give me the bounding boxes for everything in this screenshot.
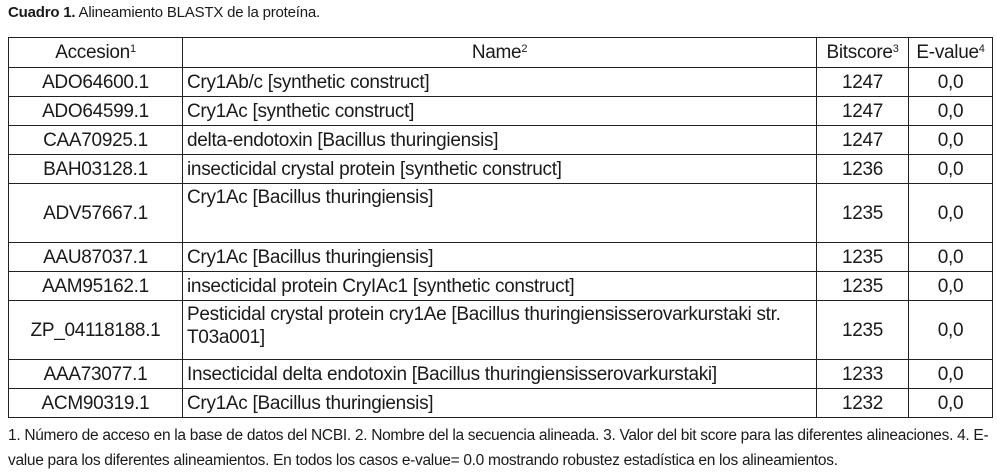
- cell-accesion: ZP_04118188.1: [9, 301, 183, 360]
- cell-evalue: 0,0: [909, 184, 993, 243]
- table-row: [9, 360, 993, 389]
- table-row: [9, 155, 993, 184]
- cell-accesion: AAM95162.1: [9, 272, 183, 301]
- cell-bitscore: 1232: [817, 389, 909, 418]
- cell-name: delta-endotoxin [Bacillus thuringiensis]: [183, 126, 817, 155]
- cell-bitscore: 1233: [817, 360, 909, 389]
- cell-accesion: ADO64599.1: [9, 97, 183, 126]
- header-name: Name$^2$: [183, 38, 817, 68]
- header-bitscore: Bitscore$^3$: [817, 38, 909, 68]
- cell-bitscore: 1236: [817, 155, 909, 184]
- cell-accesion: CAA70925.1: [9, 126, 183, 155]
- cell-accesion: ADV57667.1: [9, 184, 183, 243]
- cell-name: Insecticidal delta endotoxin [Bacillus thuringiensisserovarkurstaki]: [183, 360, 817, 389]
- cell-name: Cry1Ab/c [synthetic construct]: [183, 68, 817, 97]
- cell-evalue: 0,0: [909, 272, 993, 301]
- table-row: [9, 301, 993, 360]
- cell-evalue: 0,0: [909, 389, 993, 418]
- table-row: [9, 68, 993, 97]
- cell-evalue: 0,0: [909, 243, 993, 272]
- cell-bitscore: 1235: [817, 272, 909, 301]
- cell-bitscore: 1247: [817, 126, 909, 155]
- cell-bitscore: 1235: [817, 301, 909, 360]
- table-row: [9, 272, 993, 301]
- cell-name: Cry1Ac [Bacillus thuringiensis]: [183, 389, 817, 418]
- cell-name: Cry1Ac [Bacillus thuringiensis]: [183, 184, 817, 243]
- cell-evalue: 0,0: [909, 97, 993, 126]
- table-row: [9, 184, 993, 243]
- cell-accesion: BAH03128.1: [9, 155, 183, 184]
- caption-label: Cuadro 1.: [8, 4, 76, 21]
- cell-evalue: 0,0: [909, 301, 993, 360]
- table-row: [9, 126, 993, 155]
- cell-bitscore: 1235: [817, 243, 909, 272]
- cell-evalue: 0,0: [909, 126, 993, 155]
- cell-accesion: AAA73077.1: [9, 360, 183, 389]
- header-accesion: Accesion$^1$: [9, 38, 183, 68]
- caption-text: Alineamiento BLASTX de la proteína.: [75, 4, 321, 21]
- table-row: [9, 243, 993, 272]
- cell-accesion: ADO64600.1: [9, 68, 183, 97]
- table-footnote: 1. Número de acceso en la base de datos del NCBI. 2. Nombre del la secuencia alineada. 3. Valor del bit score para las diferentes alineaciones. 4. E-value para los diferentes alineamientos. En todos los casos e-value= 0.0 mostrando robustez estadística en los alineamientos.: [8, 427, 989, 469]
- header-evalue: E-value$^4$: [909, 38, 993, 68]
- cell-name: Pesticidal crystal protein cry1Ae [Bacillus thuringiensisserovarkurstaki str. T03a001]: [183, 301, 817, 360]
- cell-name: Cry1Ac [Bacillus thuringiensis]: [183, 243, 817, 272]
- table-header-row: [9, 38, 993, 68]
- cell-evalue: 0,0: [909, 68, 993, 97]
- cell-evalue: 0,0: [909, 155, 993, 184]
- table-row: [9, 97, 993, 126]
- cell-bitscore: 1247: [817, 97, 909, 126]
- cell-name: insecticidal crystal protein [synthetic construct]: [183, 155, 817, 184]
- cell-accesion: AAU87037.1: [9, 243, 183, 272]
- cell-bitscore: 1247: [817, 68, 909, 97]
- cell-name: Cry1Ac [synthetic construct]: [183, 97, 817, 126]
- cell-accesion: ACM90319.1: [9, 389, 183, 418]
- cell-evalue: 0,0: [909, 360, 993, 389]
- cell-name: insecticidal protein CryIAc1 [synthetic construct]: [183, 272, 817, 301]
- blastx-table: [8, 37, 993, 418]
- cell-bitscore: 1235: [817, 184, 909, 243]
- table-row: [9, 389, 993, 418]
- table-caption: [8, 4, 320, 21]
